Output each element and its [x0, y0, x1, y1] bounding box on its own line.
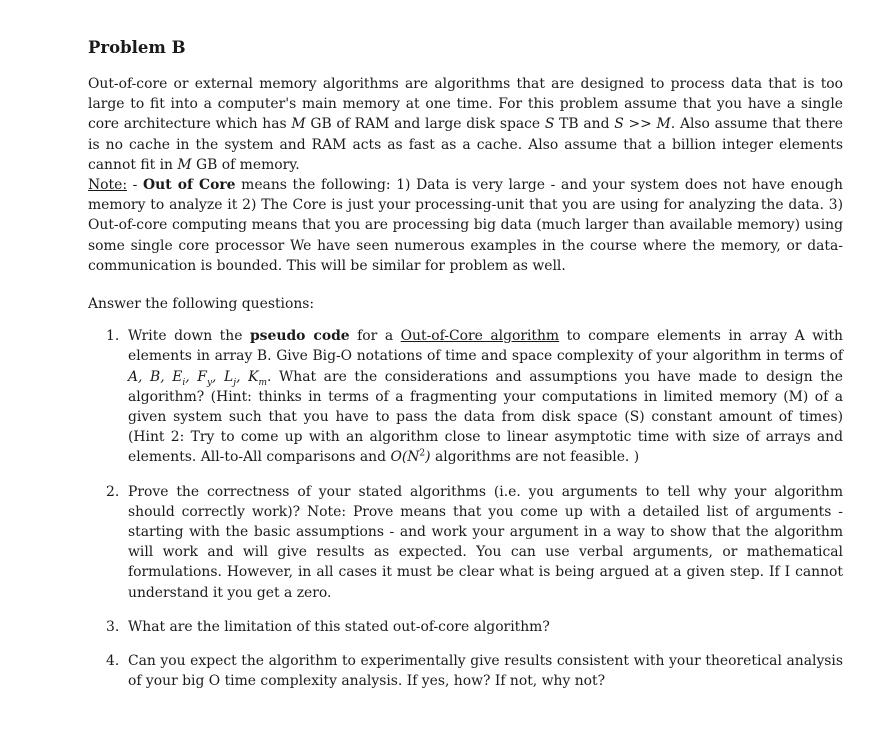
out-of-core-algorithm-term: Out-of-Core algorithm [400, 328, 560, 345]
question-number: 3. [106, 618, 120, 635]
question-item: 1. Write down the pseudo code for a Out-of-Core algorithm to compare elements in array A with elements in array B. Give Big-O notations of time and space complexity of your algorithm in terms of A, B, $E_i$, $F_y$, $L_j$, $K_m$. What are the considerations and assumptions you have made to design the algorithm? (Hint: thinks in terms of a fragmenting your computations in limited memory (M) of a given system such that you have to pass the data from disk space (S) constant amount of times) (Hint 2: Try to come up with an algorithm close to linear asymptotic time with size of arrays and elements. All-to-All comparisons and $O(N^2)$ algorithms are not feasible. ) [106, 328, 843, 466]
note-label: Note: [88, 177, 127, 194]
question-item: 3. What are the limitation of this stated out-of-core algorithm? [128, 617, 843, 637]
out-of-core-term: Out of Core [143, 177, 236, 194]
problem-page [88, 36, 843, 705]
pseudo-code-term: pseudo code [249, 328, 350, 345]
answer-heading: Answer the following questions: [88, 296, 315, 313]
question-number: 2. [106, 483, 120, 500]
question-number: 1. [106, 328, 120, 345]
question-number: 4. [106, 653, 120, 670]
question-item: 2. Prove the correctness of your stated algorithms (i.e. you arguments to tell why your algorithm should correctly work)? Note: Prove means that you come up with a detailed list of arguments - starting with the basic assumptions - and work your argument in a way to show that the algorithm will work and will give results as expected. You can use verbal arguments, or mathematical formulations. However, in all cases it must be clear what is being argued at a given step. If I cannot understand it you get a zero. [106, 483, 843, 601]
questions-list [88, 326, 843, 691]
problem-title: Problem B [88, 38, 186, 57]
question-item: 4. Can you expect the algorithm to experimentally give results consistent with your theoretical analysis of your big O time complexity analysis. If yes, how? If not, why not? [106, 653, 843, 690]
intro-paragraph: Out-of-core or external memory algorithms are algorithms that are designed to process data that is too large to fit into a computer's main memory at one time. For this problem assume that you have a single core architecture which has M GB of RAM and large disk space S TB and S >> M. Also assume that there is no cache in the system and RAM acts as fast as a cache. Also assume that a billion integer elements cannot fit in M GB of memory. Note: - Out of Core means the following: 1) Data is very large - and your system does not have enough memory to analyze it 2) The Core is just your processing-unit that you are using for analyzing the data. 3) Out-of-core computing means that you are processing big data (much larger than available memory) using some single core processor We have seen numerous examples in the course where the memory, or data-communication is bounded. This will be similar for problem as well. [88, 76, 844, 274]
